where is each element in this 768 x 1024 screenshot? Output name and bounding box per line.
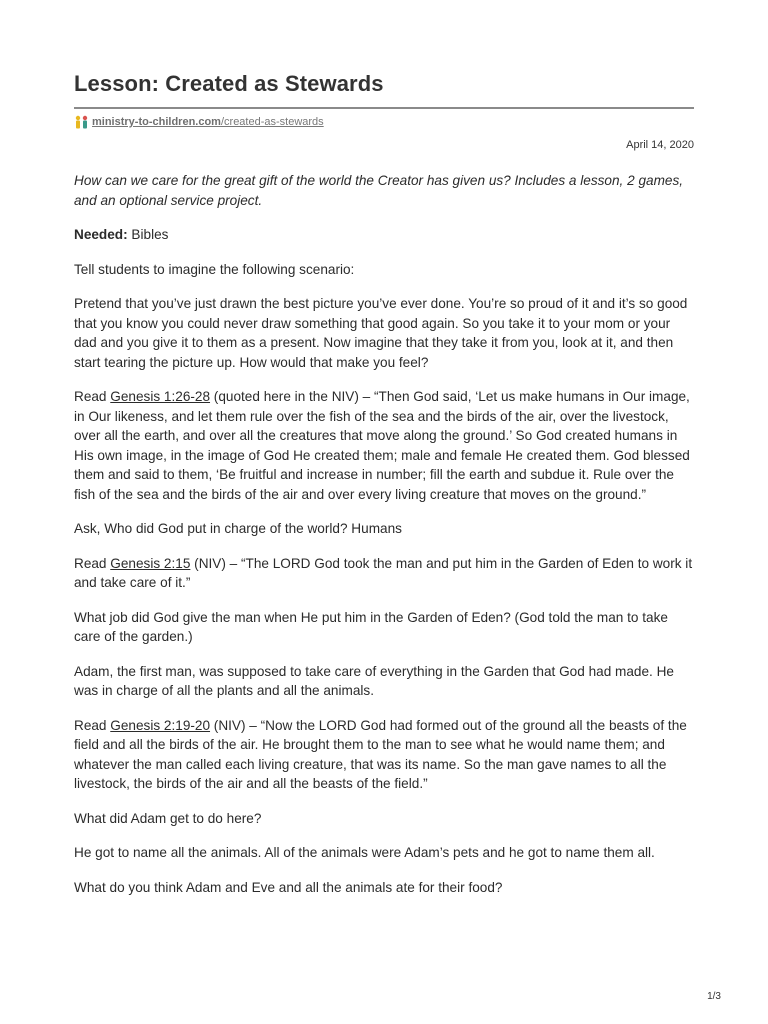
paragraph-text: (NIV) – “Now the LORD God had formed out of the ground all the beasts of the field and all the birds of the air. He brought them to the man to see what he would name them; and whatever the man called each living creature, that was its name. So the man gave names to all the livestock, the birds of the air and all the beasts of the field.” (74, 717, 687, 791)
source-link[interactable] (92, 116, 324, 128)
paragraph: What job did God give the man when He put him in the Garden of Eden? (God told the man to take care of the garden.) (74, 609, 668, 644)
needed-paragraph (74, 225, 694, 245)
source-domain: ministry-to-children.com (92, 116, 221, 128)
publish-date: April 14, 2020 (626, 139, 694, 151)
paragraph-text: Read (74, 389, 111, 404)
paragraph-text: (quoted here in the NIV) – “Then God said, ‘Let us make humans in Our image, in Our likeness, and let them rule over the fish of the sea and the birds of the air, over the livestock, over all the earth, and over all the creatures that move along the ground.’ So God created humans in His own image, in the image of God He created them; male and female He created them. God blessed them and said to them, ‘Be fruitful and increase in number; fill the earth and subdue it. Rule over the fish of the sea and the birds of the air and over every living creature that moves on the ground.” (74, 389, 690, 502)
paragraph-text: (NIV) – “The LORD God took the man and put him in the Garden of Eden to work it and take care of it.” (74, 555, 693, 590)
paragraph (74, 716, 694, 794)
paragraph (74, 554, 694, 593)
intro-paragraph: How can we care for the great gift of the world the Creator has given us? Includes a lesson, 2 games, and an optional service project. (74, 173, 684, 208)
paragraph: Pretend that you’ve just drawn the best picture you’ve ever done. You’re so proud of it and it’s so good that you know you could never draw something that good again. So you take it to your mom or your dad and you give it to them as a present. Now imagine that they take it from you, look at it, and then start tearing the picture up. How would that make you feel? (74, 296, 688, 370)
page-number: 1/3 (707, 991, 721, 1002)
paragraph (74, 387, 694, 504)
genesis-1-26-28-link[interactable]: Genesis 1:26-28 (110, 389, 211, 404)
needed-value: Bibles (127, 227, 169, 242)
needed-label: Needed: (74, 227, 128, 242)
genesis-2-19-20-link[interactable]: Genesis 2:19-20 (110, 717, 211, 733)
paragraph: What do you think Adam and Eve and all the animals ate for their food? (74, 879, 503, 895)
paragraph: Tell students to imagine the following scenario: (74, 261, 355, 277)
paragraph: What did Adam get to do here? (74, 810, 262, 826)
paragraph: Adam, the first man, was supposed to take care of everything in the Garden that God had made. He was in charge of all the plants and all the animals. (74, 663, 674, 698)
page-title: Lesson: Created as Stewards (74, 71, 384, 96)
ministry-logo-icon (74, 115, 91, 129)
source-line (74, 114, 324, 130)
article-body (74, 171, 694, 912)
title-divider (74, 107, 694, 109)
source-path: /created-as-stewards (220, 116, 324, 128)
paragraph-text: Read (74, 555, 111, 571)
genesis-2-15-link[interactable]: Genesis 2:15 (110, 555, 191, 571)
paragraph: Ask, Who did God put in charge of the world? Humans (74, 521, 402, 536)
paragraph-text: Read (74, 717, 111, 733)
paragraph: He got to name all the animals. All of the animals were Adam’s pets and he got to name them all. (74, 845, 655, 860)
